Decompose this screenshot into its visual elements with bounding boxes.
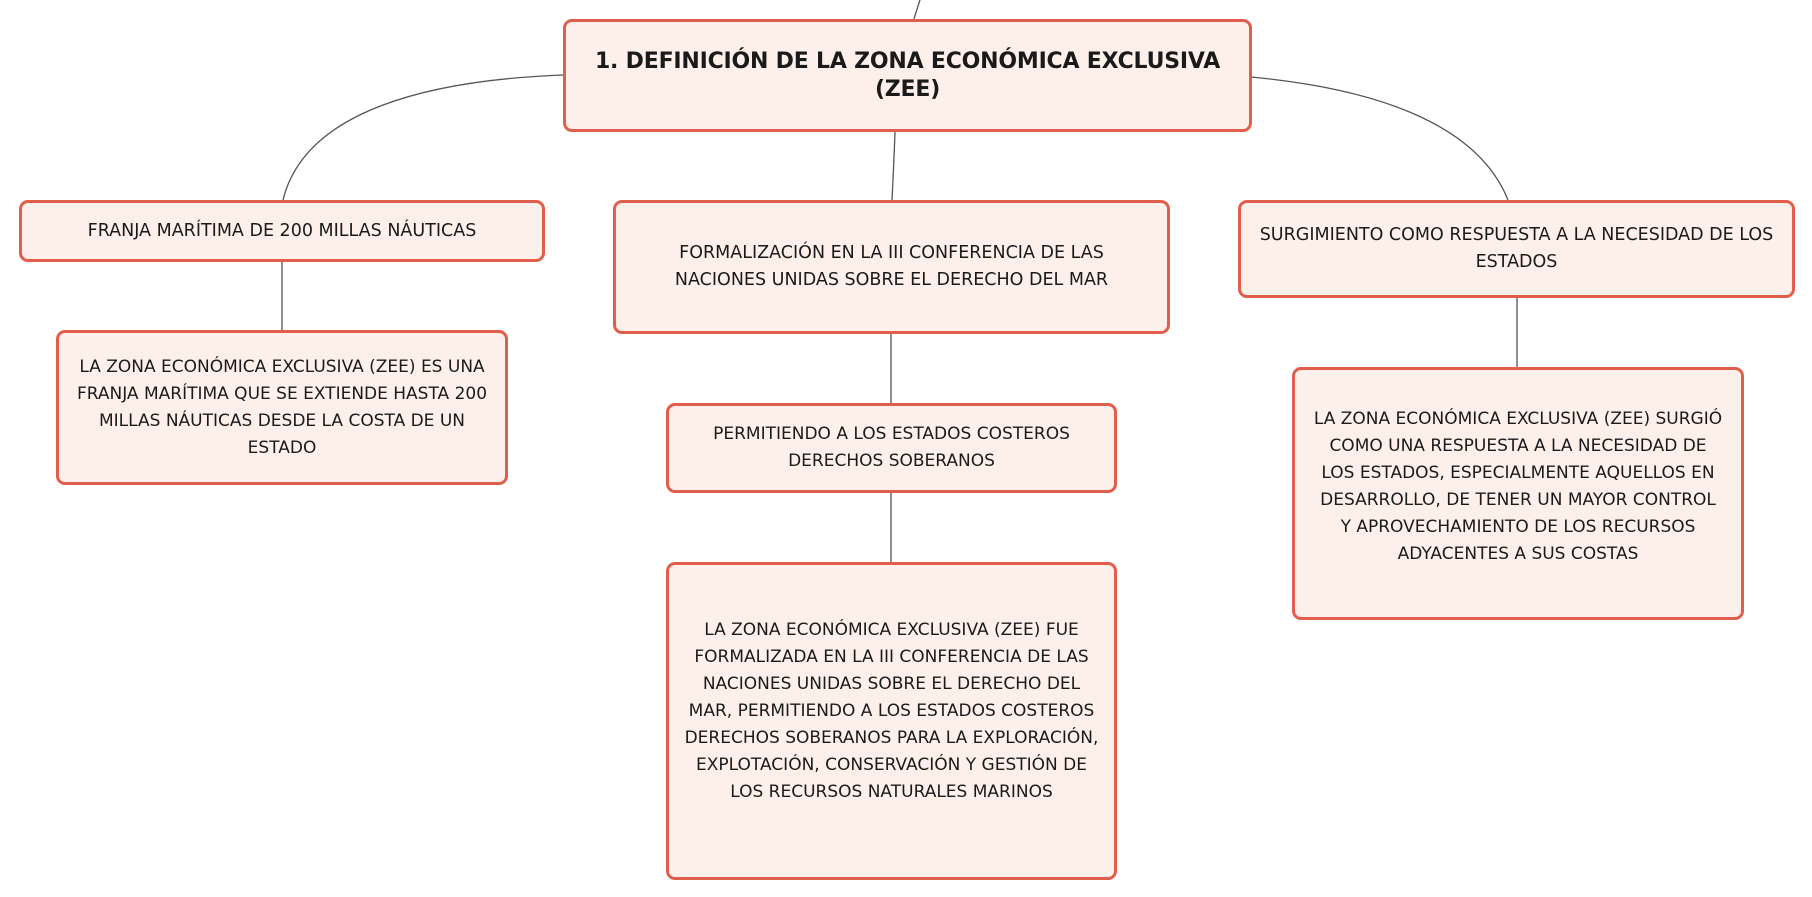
detail-node-surgimiento[interactable]: [1292, 367, 1744, 620]
detail-label: LA ZONA ECONÓMICA EXCLUSIVA (ZEE) ES UNA FRANJA MARÍTIMA QUE SE EXTIENDE HASTA 200 MILLAS NÁUTICAS DESDE LA COSTA DE UN ESTADO: [76, 356, 488, 458]
branch-node-franja-maritima[interactable]: [19, 200, 545, 262]
connector-root-to-branch-2: [892, 132, 895, 200]
root-topic-label: 1. DEFINICIÓN DE LA ZONA ECONÓMICA EXCLUSIVA (ZEE): [594, 48, 1221, 102]
root-topic-node[interactable]: [563, 19, 1252, 132]
connector-root-to-branch-1: [283, 75, 563, 200]
detail-node-definicion[interactable]: [56, 330, 508, 485]
sub-branch-label: PERMITIENDO A LOS ESTADOS COSTEROS DERECHOS SOBERANOS: [713, 424, 1070, 471]
detail-node-formalizacion[interactable]: [666, 562, 1117, 880]
sub-branch-node-derechos-soberanos[interactable]: [666, 403, 1117, 493]
detail-label: LA ZONA ECONÓMICA EXCLUSIVA (ZEE) FUE FORMALIZADA EN LA III CONFERENCIA DE LAS NACIONES UNIDAS SOBRE EL DERECHO DEL MAR, PERMITIENDO A LOS ESTADOS COSTEROS DERECHOS SOBERANOS PARA LA EXPLORACIÓN, EXPLOTACIÓN, CONSERVACIÓN Y GESTIÓN DE LOS RECURSOS NATURALES MARINOS: [684, 619, 1099, 802]
branch-node-formalizacion[interactable]: [613, 200, 1170, 334]
connector-to-parent: [914, 0, 920, 19]
branch-label: FORMALIZACIÓN EN LA III CONFERENCIA DE LAS NACIONES UNIDAS SOBRE EL DERECHO DEL MAR: [674, 243, 1109, 290]
branch-label: SURGIMIENTO COMO RESPUESTA A LA NECESIDAD DE LOS ESTADOS: [1259, 225, 1774, 272]
detail-label: LA ZONA ECONÓMICA EXCLUSIVA (ZEE) SURGIÓ COMO UNA RESPUESTA A LA NECESIDAD DE LOS ESTADOS, ESPECIALMENTE AQUELLOS EN DESARROLLO, DE TENER UN MAYOR CONTROL Y APROVECHAMIENTO DE LOS RECURSOS ADYACENTES A SUS COSTAS: [1313, 408, 1723, 564]
branch-node-surgimiento[interactable]: [1238, 200, 1795, 298]
connector-root-to-branch-3: [1251, 77, 1508, 200]
branch-label: FRANJA MARÍTIMA DE 200 MILLAS NÁUTICAS: [87, 220, 477, 241]
